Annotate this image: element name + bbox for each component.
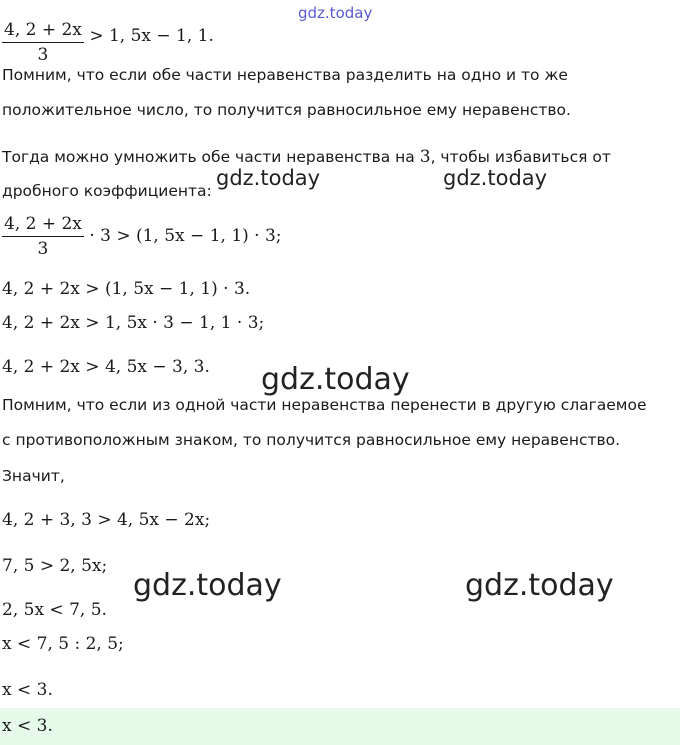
inequality-step: x < 7, 5 : 2, 5;: [2, 634, 124, 654]
number: 3: [419, 147, 431, 167]
watermark: gdz.today: [465, 568, 614, 603]
inequality-rest: > 1, 5x − 1, 1.: [89, 26, 214, 46]
watermark: gdz.today: [133, 568, 282, 603]
paragraph-line: [2, 147, 611, 167]
watermark: gdz.today: [443, 166, 548, 190]
fraction-denominator: 3: [37, 45, 49, 65]
answer: x < 3.: [2, 716, 53, 736]
inequality-multiplied: [2, 214, 282, 259]
paragraph-line: Помним, что если обе части неравенства разделить на одно и то же: [2, 66, 568, 84]
inequality-original: [2, 20, 214, 65]
fraction-numerator: 4, 2 + 2x: [2, 214, 84, 237]
fraction-numerator: 4, 2 + 2x: [2, 20, 84, 43]
answer-box: [0, 708, 680, 745]
paragraph-line: с противоположным знаком, то получится равносильное ему неравенство.: [2, 431, 621, 449]
watermark-top: gdz.today: [298, 4, 373, 22]
inequality-step: 4, 2 + 2x > 4, 5x − 3, 3.: [2, 357, 210, 377]
inequality-step: x < 3.: [2, 680, 53, 700]
inequality-step: 7, 5 > 2, 5x;: [2, 556, 108, 576]
watermark: gdz.today: [261, 362, 410, 397]
inequality-step: 4, 2 + 2x > 1, 5x · 3 − 1, 1 · 3;: [2, 313, 265, 333]
fraction-denominator: 3: [37, 239, 49, 259]
paragraph-line: положительное число, то получится равносильное ему неравенство.: [2, 101, 571, 119]
inequality-step: 2, 5x < 7, 5.: [2, 600, 107, 620]
fraction: [2, 20, 84, 65]
watermark: gdz.today: [216, 166, 321, 190]
inequality-step: 4, 2 + 2x > (1, 5x − 1, 1) · 3.: [2, 279, 251, 299]
inequality-rest: · 3 > (1, 5x − 1, 1) · 3;: [89, 226, 282, 246]
paragraph-line: Значит,: [2, 467, 65, 485]
text: , чтобы избавиться от: [430, 148, 611, 166]
inequality-step: 4, 2 + 3, 3 > 4, 5x − 2x;: [2, 510, 211, 530]
fraction: [2, 214, 84, 259]
paragraph-line: Помним, что если из одной части неравенства перенести в другую слагаемое: [2, 396, 647, 414]
paragraph-line: дробного коэффициента:: [2, 182, 212, 200]
text: Тогда можно умножить обе части неравенства на: [2, 148, 415, 166]
